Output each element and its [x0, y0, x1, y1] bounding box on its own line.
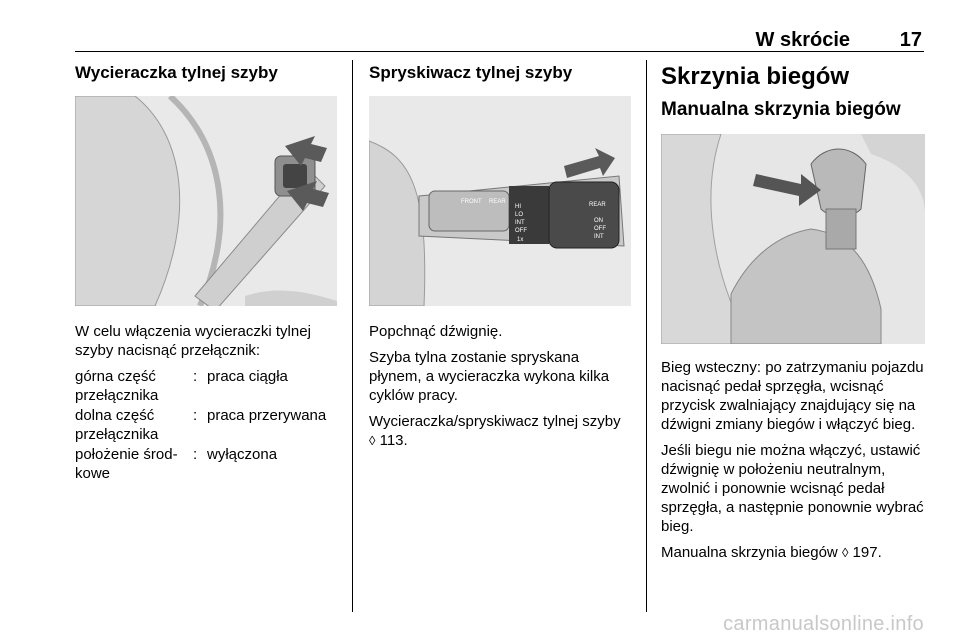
- wiper-stalk-drawing: [75, 96, 337, 306]
- position-sep: :: [193, 368, 198, 385]
- position-value: wyłączona: [207, 446, 278, 463]
- label-front: FRONT: [461, 199, 482, 205]
- label-rear-ring: REAR: [589, 202, 606, 208]
- section-rear-wiper: [75, 62, 337, 484]
- rear-washer-heading: Spryskiwacz tylnej szyby: [369, 63, 573, 82]
- position-label: dolna część przełącznika: [75, 407, 159, 443]
- section-transmission: [661, 62, 925, 569]
- rear-washer-illustration: [369, 96, 631, 306]
- page-number: 17: [899, 29, 922, 51]
- rear-wiper-intro: W celu włączenia wycieraczki tylnej szyby nacisnąć przełącznik:: [75, 323, 311, 359]
- position-sep: :: [193, 446, 198, 463]
- label-hi: HI: [515, 204, 521, 210]
- rear-wiper-illustration: [75, 96, 337, 306]
- watermark: carmanualsonline.info: [723, 613, 924, 635]
- gear-retry-text: Jeśli biegu nie można włączyć, ustawić dźwignię w położeniu neutralnym, zwolnić i ponownie wcisnąć pedał sprzęgła, a następnie ponownie wybrać bieg.: [661, 442, 924, 535]
- position-value: praca przerywana: [207, 407, 327, 424]
- gear-lever-drawing: [661, 134, 925, 344]
- transmission-heading: Skrzynia biegów: [661, 63, 850, 90]
- washer-effect-text: Szyba tylna zostanie spryskana płynem, a wycieraczka wykona kilka cyklów pracy.: [369, 349, 610, 404]
- transmission-reference-page[interactable]: 197.: [852, 544, 882, 561]
- washer-lever-drawing: [369, 96, 631, 306]
- position-label: górna część przełącznika: [75, 368, 159, 404]
- washer-reference-text: Wycieraczka/spryskiwacz tylnej szyby: [369, 413, 621, 430]
- position-label: położenie środ-kowe: [75, 446, 178, 482]
- label-off: OFF: [515, 228, 527, 234]
- label-on: ON: [594, 218, 603, 224]
- label-rear: REAR: [489, 199, 506, 205]
- section-rear-washer: [369, 62, 631, 457]
- column-divider-2: [646, 60, 647, 612]
- header-divider: [75, 51, 924, 52]
- push-lever-text: Popchnąć dźwignię.: [369, 323, 503, 340]
- label-int-ring: INT: [594, 234, 604, 240]
- label-lo: LO: [515, 212, 524, 218]
- washer-reference-page[interactable]: 113.: [379, 432, 408, 449]
- page-reference-icon: ◊: [369, 433, 376, 448]
- label-off-ring: OFF: [594, 226, 606, 232]
- position-value: praca ciągła: [207, 368, 288, 385]
- header-title: W skrócie: [755, 29, 850, 51]
- rear-wiper-heading: Wycieraczka tylnej szyby: [75, 63, 278, 82]
- transmission-reference: [661, 543, 925, 562]
- label-int: INT: [515, 220, 525, 226]
- transmission-reference-text: Manualna skrzynia biegów: [661, 544, 838, 561]
- wiper-switch-positions: [75, 367, 337, 484]
- reverse-gear-text: Bieg wsteczny: po zatrzymaniu pojazdu nacisnąć pedał sprzęgła, wcisnąć przycisk zwalniający znajdujący się na dźwigni zmiany biegów i włączyć bieg.: [661, 359, 924, 433]
- label-1x: 1x: [517, 237, 524, 243]
- page-reference-icon: ◊: [841, 545, 849, 560]
- washer-reference: [369, 412, 631, 450]
- gear-lever-illustration: [661, 134, 925, 344]
- manual-transmission-subheading: Manualna skrzynia biegów: [661, 99, 901, 120]
- position-sep: :: [193, 407, 198, 424]
- column-divider-1: [352, 60, 353, 612]
